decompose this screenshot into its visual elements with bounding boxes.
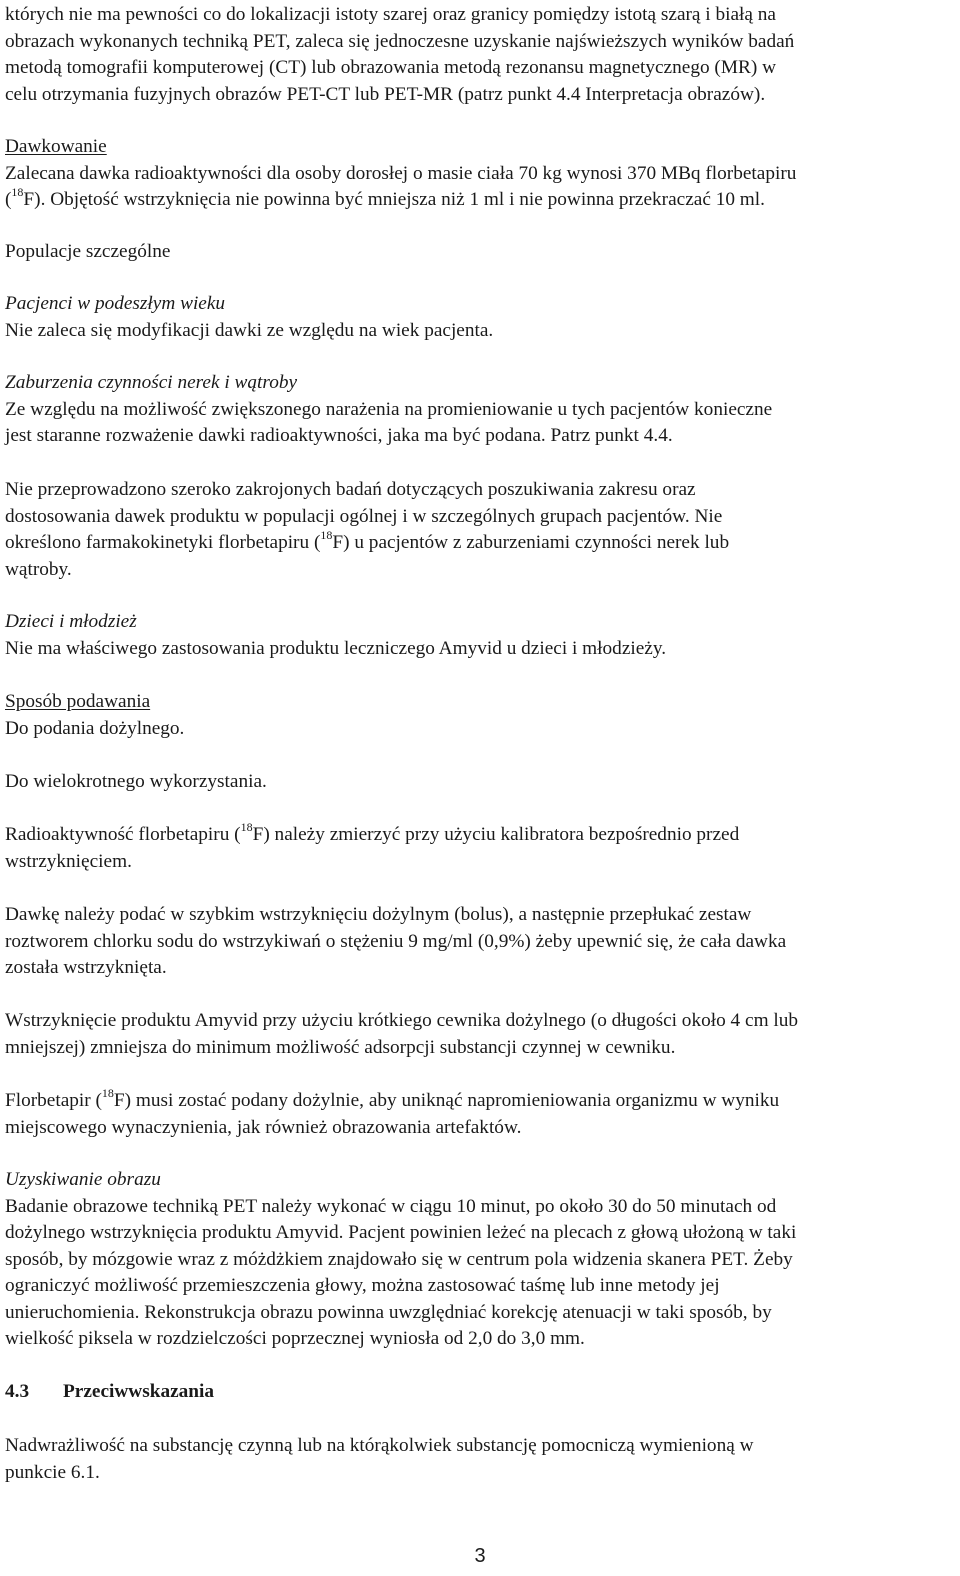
section-number: 4.3 xyxy=(5,1381,30,1402)
dawke-paragraph: Dawkę należy podać w szybkim wstrzyknięciu dożylnym (bolus), a następnie przepłukać zestaw roztworem chlorku sodu do wstrzykiwań o stężeniu 9 mg/ml (0,9%) żeby upewnić się, że cała dawka została wstrzyknięta. xyxy=(5,904,787,978)
section-title: Przeciwwskazania xyxy=(63,1381,215,1402)
sposob-podawania-section: Sposób podawania Do podania dożylnego. xyxy=(5,691,185,739)
dzieci-heading: Dzieci i młodzież xyxy=(5,611,137,632)
podeszly-wiek-heading: Pacjenci w podeszłym wieku xyxy=(5,293,226,314)
dawkowanie-section: Dawkowanie Zalecana dawka radioaktywności dla osoby dorosłej o masie ciała 70 kg wynosi 370 MBq florbetapiru ($^{18}$F). Objętość wstrzyknięcia nie powinna być mniejsza niż 1 ml i nie powinna przekraczać 10 ml. xyxy=(5,136,797,210)
populacje-heading: Populacje szczególne xyxy=(5,241,171,262)
wstrzykniecie-paragraph: Wstrzyknięcie produktu Amyvid przy użyciu krótkiego cewnika dożylnego (o długości około 4 cm lub mniejszej) zmniejsza do minimum możliwość adsorpcji substancji czynnej w cewniku. xyxy=(5,1010,799,1058)
section-4-3-heading xyxy=(5,1379,214,1406)
nerki-watroba-heading: Zaburzenia czynności nerek i wątroby xyxy=(5,372,298,393)
uzyskiwanie-obrazu-heading: Uzyskiwanie obrazu xyxy=(5,1169,161,1190)
wielokrotne-paragraph: Do wielokrotnego wykorzystania. xyxy=(5,771,267,792)
dzieci-section: Dzieci i młodzież Nie ma właściwego zastosowania produktu leczniczego Amyvid u dzieci i młodzieży. xyxy=(5,611,667,659)
page-number: 3 xyxy=(474,1545,486,1567)
nerki-watroba-section: Zaburzenia czynności nerek i wątroby Ze względu na możliwość zwiększonego narażenia na promieniowanie u tych pacjentów konieczne jest staranne rozważenie dawki radioaktywności, jaka ma być podana. Patrz punkt 4.4. xyxy=(5,372,773,446)
sposob-podawania-heading: Sposób podawania xyxy=(5,691,151,712)
uzyskiwanie-obrazu-section: Uzyskiwanie obrazu Badanie obrazowe techniką PET należy wykonać w ciągu 10 minut, po około 30 do 50 minutach od dożylnego wstrzyknięcia produktu Amyvid. Pacjent powinien leżeć na plecach z głową ułożoną w taki sposób, by mózgowie wraz z móżdżkiem znajdowało się w centrum pola widzenia skanera PET. Żeby ograniczyć możliwość przemieszczenia głowy, można zastosować taśmę lub inne metody jej unieruchomienia. Rekonstrukcja obrazu powinna uwzględniać korekcję atenuacji w taki sposób, by wielkość piksela w rozdzielczości poprzecznej wyniosła od 2,0 do 3,0 mm. xyxy=(5,1169,797,1349)
florbetapir-paragraph: Florbetapir ($^{18}$F) musi zostać podany dożylnie, aby uniknąć napromieniowania organizmu w wyniku miejscowego wynaczynienia, jak również obrazowania artefaktów. xyxy=(5,1085,780,1138)
podeszly-wiek-section: Pacjenci w podeszłym wieku Nie zaleca się modyfikacji dawki ze względu na wiek pacjenta. xyxy=(5,293,494,341)
badania-paragraph: Nie przeprowadzono szeroko zakrojonych badań dotyczących poszukiwania zakresu oraz dostosowania dawek produktu w populacji ogólnej i w szczególnych grupach pacjentów. Nie określono farmakokinetyki florbetapiru ($^{18}$F) u pacjentów z zaburzeniami czynności nerek lub wątroby. xyxy=(5,479,730,580)
intro-paragraph: których nie ma pewności co do lokalizacji istoty szarej oraz granicy pomiędzy istotą szarą i białą na obrazach wykonanych techniką PET, zaleca się jednoczesne uzyskanie najświeższych wyników badań metodą tomografii komputerowej (CT) lub obrazowania metodą rezonansu magnetycznego (MR) w celu otrzymania fuzyjnych obrazów PET-CT lub PET-MR (patrz punkt 4.4 Interpretacja obrazów). xyxy=(5,4,795,105)
dawkowanie-heading: Dawkowanie xyxy=(5,136,107,157)
radioaktywnosc-paragraph: Radioaktywność florbetapiru ($^{18}$F) należy zmierzyć przy użyciu kalibratora bezpośrednio przed wstrzyknięciem. xyxy=(5,819,740,872)
nadwrazliwosc-paragraph: Nadwrażliwość na substancję czynną lub na którąkolwiek substancję pomocniczą wymienioną w punkcie 6.1. xyxy=(5,1435,754,1483)
